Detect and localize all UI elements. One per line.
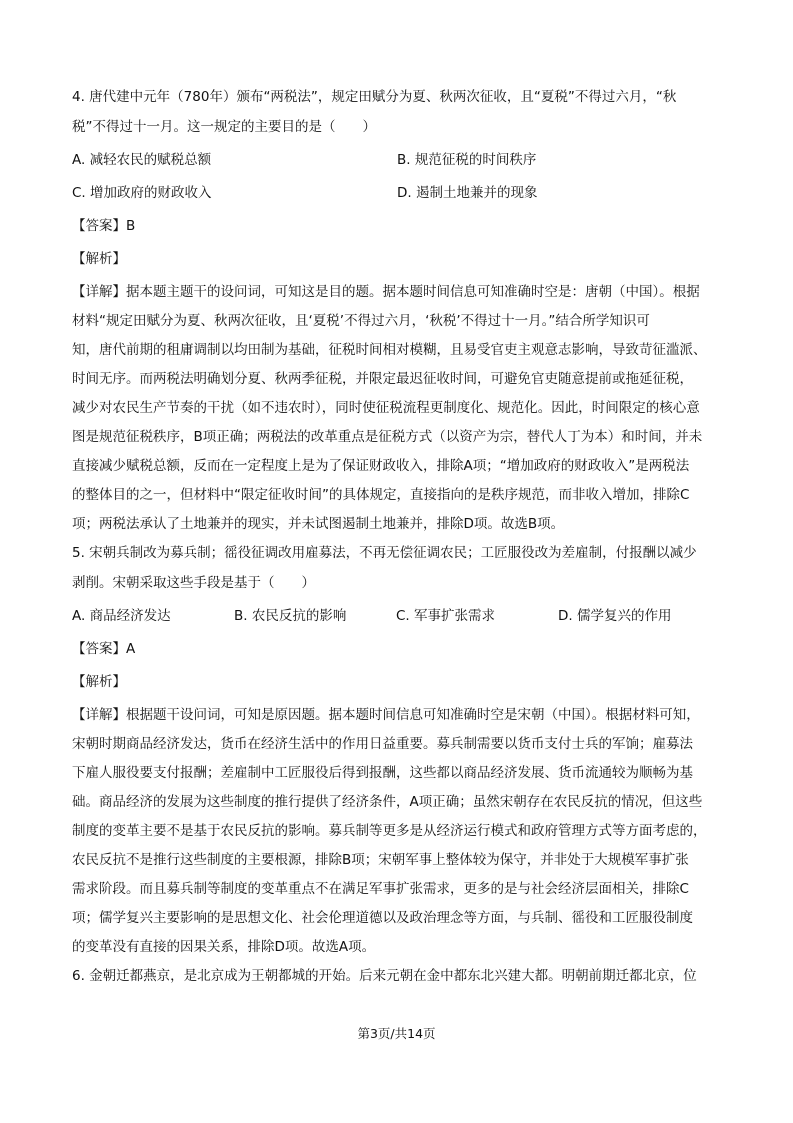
detail-line: 知，唐代前期的租庸调制以均田制为基础，征税时间相对模糊，且易受官吏主观意志影响，导致苛征滥派、: [72, 342, 707, 358]
option-a: A. 商品经济发达: [72, 608, 171, 624]
question-stem-line: 4. 唐代建中元年（780年）颁布“两税法”，规定田赋分为夏、秋两次征收，且“夏税”不得过六月，“秋: [72, 89, 677, 105]
options-row: [72, 607, 722, 626]
detail-line: 宋朝时期商品经济发达，货币在经济生活中的作用日益重要。募兵制需要以货币支付士兵的军饷；雇募法: [72, 736, 693, 752]
detail-explanation: [72, 706, 722, 957]
question-6: [72, 967, 722, 986]
question-stem-line: 剥削。宋朝采取这些手段是基于（ ）: [72, 575, 315, 591]
option-b: B. 农民反抗的影响: [234, 608, 347, 624]
detail-line: 制度的变革主要不是基于农民反抗的影响。募兵制等更多是从经济运行模式和政府管理方式等方面考虑的，: [72, 823, 707, 839]
question-4: [72, 88, 722, 534]
option-a: A. 减轻农民的赋税总额: [72, 152, 212, 168]
detail-line: 的变革没有直接的因果关系，排除D项。故选A项。: [72, 939, 376, 955]
page-footer: 第3页/共14页: [357, 1026, 436, 1041]
question-stem-line: 税”不得过十一月。这一规定的主要目的是（ ）: [72, 119, 376, 135]
option-c: C. 增加政府的财政收入: [72, 185, 212, 201]
option-b: B. 规范征税的时间秩序: [397, 152, 537, 168]
question-5: [72, 544, 722, 957]
answer-label: 【答案】A: [72, 641, 136, 657]
detail-line: 【详解】根据题干设问词，可知是原因题。据本题时间信息可知准确时空是宋朝（中国）。根据材料可知，: [72, 707, 700, 723]
detail-line: 【详解】据本题主题干的设问词，可知这是目的题。据本题时间信息可知准确时空是：唐朝（中国）。根据: [72, 284, 700, 300]
detail-line: 材料“规定田赋分为夏、秋两次征收，且‘夏税’不得过六月，‘秋税’不得过十一月。”结合所学知识可: [72, 313, 650, 329]
detail-line: 时间无序。而两税法明确划分夏、秋两季征税，并限定最迟征收时间，可避免官吏随意提前或拖延征税，: [72, 371, 693, 387]
options-row: [72, 151, 722, 170]
detail-line: 项；两税法承认了土地兼并的现实，并未试图遏制土地兼并，排除D项。故选B项。: [72, 516, 565, 532]
document-content: [72, 88, 722, 986]
option-c: C. 军事扩张需求: [396, 608, 496, 624]
detail-line: 下雇人服役要支付报酬；差雇制中工匠服役后得到报酬，这些都以商品经济发展、货币流通较为顺畅为基: [72, 765, 693, 781]
option-d: D. 遏制土地兼并的现象: [397, 185, 538, 201]
analysis-label: 【解析】: [72, 674, 126, 690]
detail-line: 直接减少赋税总额，反而在一定程度上是为了保证财政收入，排除A项；“增加政府的财政收入”是两税法: [72, 458, 690, 474]
detail-line: 础。商品经济的发展为这些制度的推行提供了经济条件，A项正确；虽然宋朝存在农民反抗的情况，但这些: [72, 794, 703, 810]
detail-line: 减少对农民生产节奏的干扰（如不违农时），同时使征税流程更制度化、规范化。因此，时间限定的核心意: [72, 400, 700, 416]
detail-line: 的整体目的之一，但材料中“限定征收时间”的具体规定，直接指向的是秩序规范，而非收入增加，排除C: [72, 487, 690, 503]
answer-label: 【答案】B: [72, 218, 136, 234]
detail-line: 图是规范征税秩序，B项正确；两税法的改革重点是征税方式（以资产为宗，替代人丁为本）和时间，并未: [72, 429, 703, 445]
option-d: D. 儒学复兴的作用: [558, 608, 672, 624]
detail-line: 农民反抗不是推行这些制度的主要根源，排除B项；宋朝军事上整体较为保守，并非处于大规模军事扩张: [72, 852, 689, 868]
question-stem-line: 5. 宋朝兵制改为募兵制；徭役征调改用雇募法，不再无偿征调农民；工匠服役改为差雇制，付报酬以减少: [72, 545, 697, 561]
detail-line: 需求阶段。而且募兵制等制度的变革重点不在满足军事扩张需求，更多的是与社会经济层面相关，排除C: [72, 881, 689, 897]
analysis-label: 【解析】: [72, 251, 126, 267]
question-stem-line: 6. 金朝迁都燕京，是北京成为王朝都城的开始。后来元朝在金中都东北兴建大都。明朝前期迁都北京，位: [72, 968, 697, 984]
options-row: [72, 184, 722, 203]
detail-line: 项；儒学复兴主要影响的是思想文化、社会伦理道德以及政治理念等方面，与兵制、徭役和工匠服役制度: [72, 910, 693, 926]
detail-explanation: [72, 283, 722, 534]
